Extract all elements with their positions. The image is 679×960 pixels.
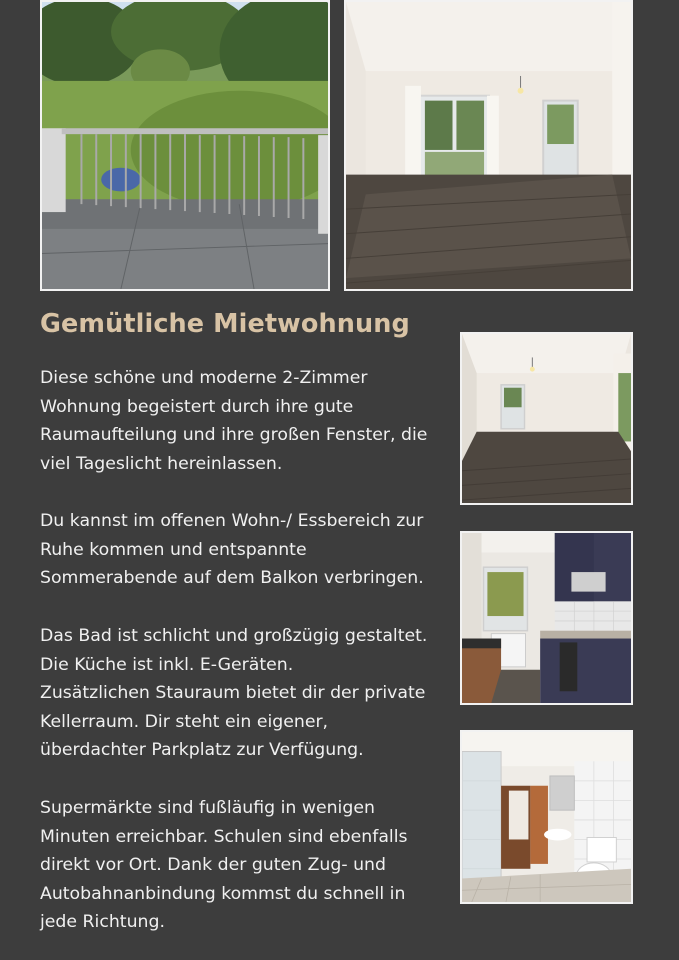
text-line: Raumaufteilung und ihre großen Fenster, die	[40, 425, 428, 446]
kitchen-photo	[460, 531, 633, 705]
description-paragraph-living	[40, 507, 450, 593]
bedroom-photo	[460, 332, 633, 505]
text-line: direkt vor Ort. Dank der guten Zug- und	[40, 855, 386, 876]
description-paragraph-location	[40, 794, 450, 937]
text-line: Du kannst im offenen Wohn-/ Essbereich zur	[40, 511, 424, 531]
text-line: Supermärkte sind fußläufig in wenigen	[40, 798, 375, 818]
text-line: Das Bad ist schlicht und großzügig gestaltet.	[40, 626, 428, 646]
text-line: Die Küche ist inkl. E-Geräten.	[40, 654, 294, 675]
text-line: jede Richtung.	[40, 912, 165, 933]
text-line: Kellerraum. Dir steht ein eigener,	[40, 711, 329, 732]
text-line: Zusätzlichen Stauraum bietet dir der private	[40, 683, 426, 704]
text-line: Minuten erreichbar. Schulen sind ebenfalls	[40, 826, 408, 847]
text-line: Diese schöne und moderne 2-Zimmer	[40, 368, 368, 388]
text-line: überdachter Parkplatz zur Verfügung.	[40, 740, 364, 761]
description-paragraph-apartment	[40, 364, 450, 478]
text-line: Autobahnanbindung kommst du schnell in	[40, 883, 406, 904]
description-paragraph-amenities	[40, 622, 450, 765]
text-line: Wohnung begeistert durch ihre gute	[40, 396, 354, 417]
balcony-photo	[40, 0, 330, 291]
text-line: Sommerabende auf dem Balkon verbringen.	[40, 568, 424, 589]
living-room-photo	[344, 0, 633, 291]
bathroom-photo	[460, 730, 633, 904]
text-line: Ruhe kommen und entspannte	[40, 539, 307, 560]
text-line: viel Tageslicht hereinlassen.	[40, 453, 283, 474]
page-title: Gemütliche Mietwohnung	[40, 309, 410, 339]
